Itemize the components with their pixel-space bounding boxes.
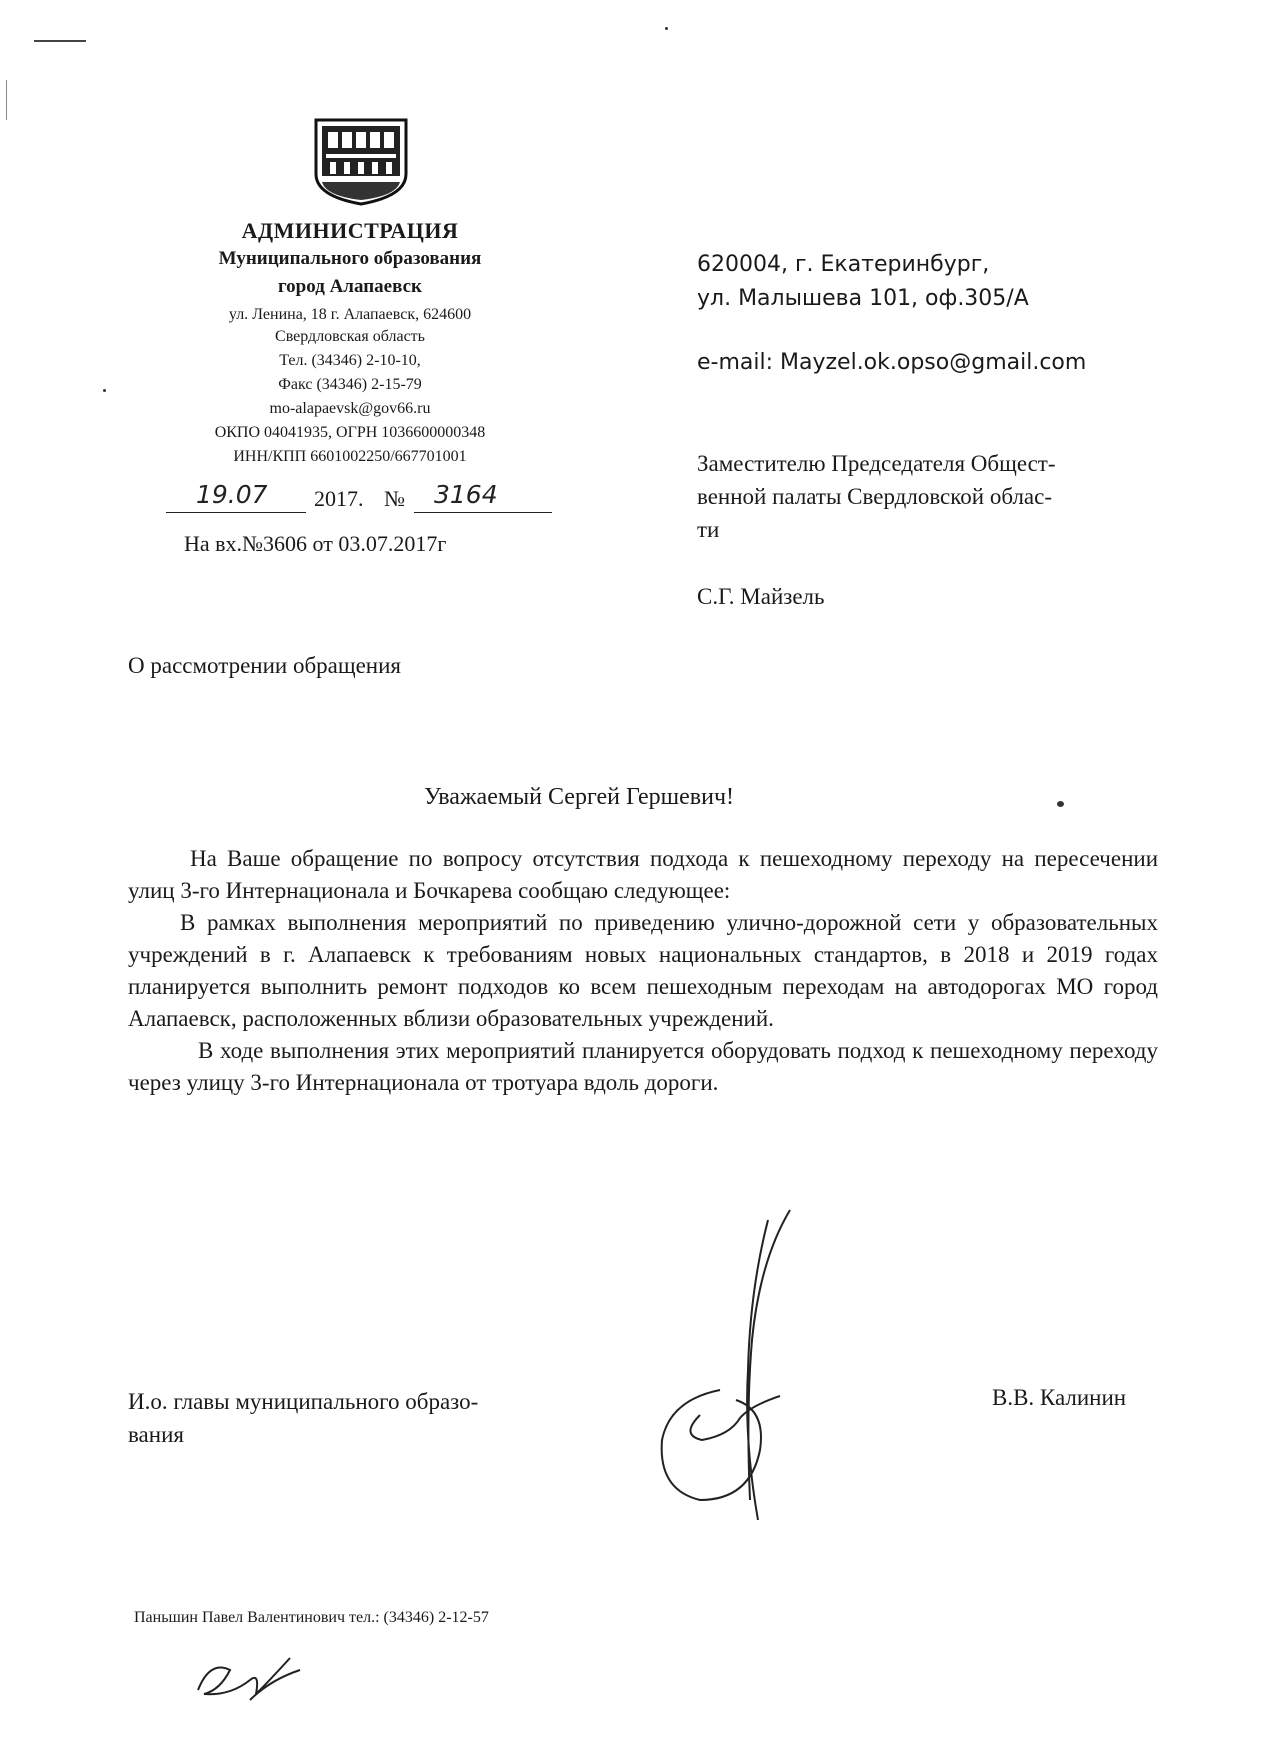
body-paragraph-1: На Ваше обращение по вопросу отсутствия подхода к пешеходному переходу на пересечении улиц 3-го Интернационала и Бочкарева сообщаю следующее: — [128, 846, 1158, 903]
addressee-position-3: ти — [697, 517, 720, 542]
registration-number-label: № — [384, 486, 405, 511]
addressee-email: e-mail: Mayzel.ok.opso@gmail.com — [697, 350, 1087, 375]
org-okpo: ОКПО 04041935, ОГРН 1036600000348 — [214, 424, 486, 441]
addressee-position-2: венной палаты Свердловской облас- — [697, 484, 1053, 509]
org-inn: ИНН/КПП 6601002250/667701001 — [233, 448, 467, 465]
body-paragraph-2: В рамках выполнения мероприятий по приведению улично-дорожной сети у образовательных учреждений в г. Алапаевск к требованиям новых национальных стандартов, в 2018 и 2019 годах планируется выполнить ремонт подходов ко всем пешеходным переходам на автодорогах МО город Алапаевск, расположенных вблизи образовательных учреждений. — [128, 910, 1158, 1031]
org-title: АДМИНИСТРАЦИЯ — [241, 218, 459, 243]
scan-speck — [103, 389, 106, 392]
addressee-street: ул. Малышева 101, оф.305/А — [697, 286, 1029, 311]
executor-initials-signature — [190, 1650, 310, 1710]
org-line-1: Муниципального образования — [218, 248, 482, 269]
letter-body — [128, 843, 1158, 1099]
registration-number: 3164 — [434, 480, 498, 509]
signatory-position-line-1: И.о. главы муниципального образо- — [128, 1389, 479, 1414]
handwritten-signature — [640, 1200, 860, 1530]
scan-speck — [665, 27, 668, 30]
org-address: ул. Ленина, 18 г. Алапаевск, 624600 — [228, 306, 472, 323]
registration-line — [166, 480, 552, 514]
scan-mark — [6, 80, 7, 120]
scan-mark — [34, 40, 86, 42]
org-region: Свердловская область — [275, 328, 425, 345]
greeting: Уважаемый Сергей Гершевич! — [424, 784, 735, 810]
org-line-2: город Алапаевск — [278, 276, 422, 297]
registration-year: 2017. — [314, 486, 364, 511]
addressee-position-1: Заместителю Председателя Общест- — [697, 451, 1056, 476]
org-email: mo-alapaevsk@gov66.ru — [269, 400, 431, 417]
signatory-position-line-2: вания — [128, 1422, 184, 1447]
org-phone: Тел. (34346) 2-10-10, — [279, 352, 421, 369]
signatory-position — [128, 1385, 478, 1451]
body-paragraph-3: В ходе выполнения этих мероприятий планируется оборудовать подход к пешеходному переходу через улицу 3-го Интернационала от тротуара вдоль дороги. — [128, 1038, 1158, 1095]
addressee-postal: 620004, г. Екатеринбург, — [697, 252, 990, 277]
registration-date: 19.07 — [196, 480, 268, 509]
org-fax: Факс (34346) 2-15-79 — [278, 376, 422, 393]
executor-contact: Паньшин Павел Валентинович тел.: (34346) 2-12-57 — [134, 1609, 489, 1626]
coat-of-arms-icon — [312, 118, 410, 206]
signatory-name: В.В. Калинин — [992, 1385, 1127, 1410]
incoming-reference: На вх.№3606 от 03.07.2017г — [184, 531, 447, 556]
addressee-name: С.Г. Майзель — [697, 584, 825, 609]
letter-subject: О рассмотрении обращения — [128, 653, 401, 678]
scan-speck — [1057, 801, 1064, 807]
